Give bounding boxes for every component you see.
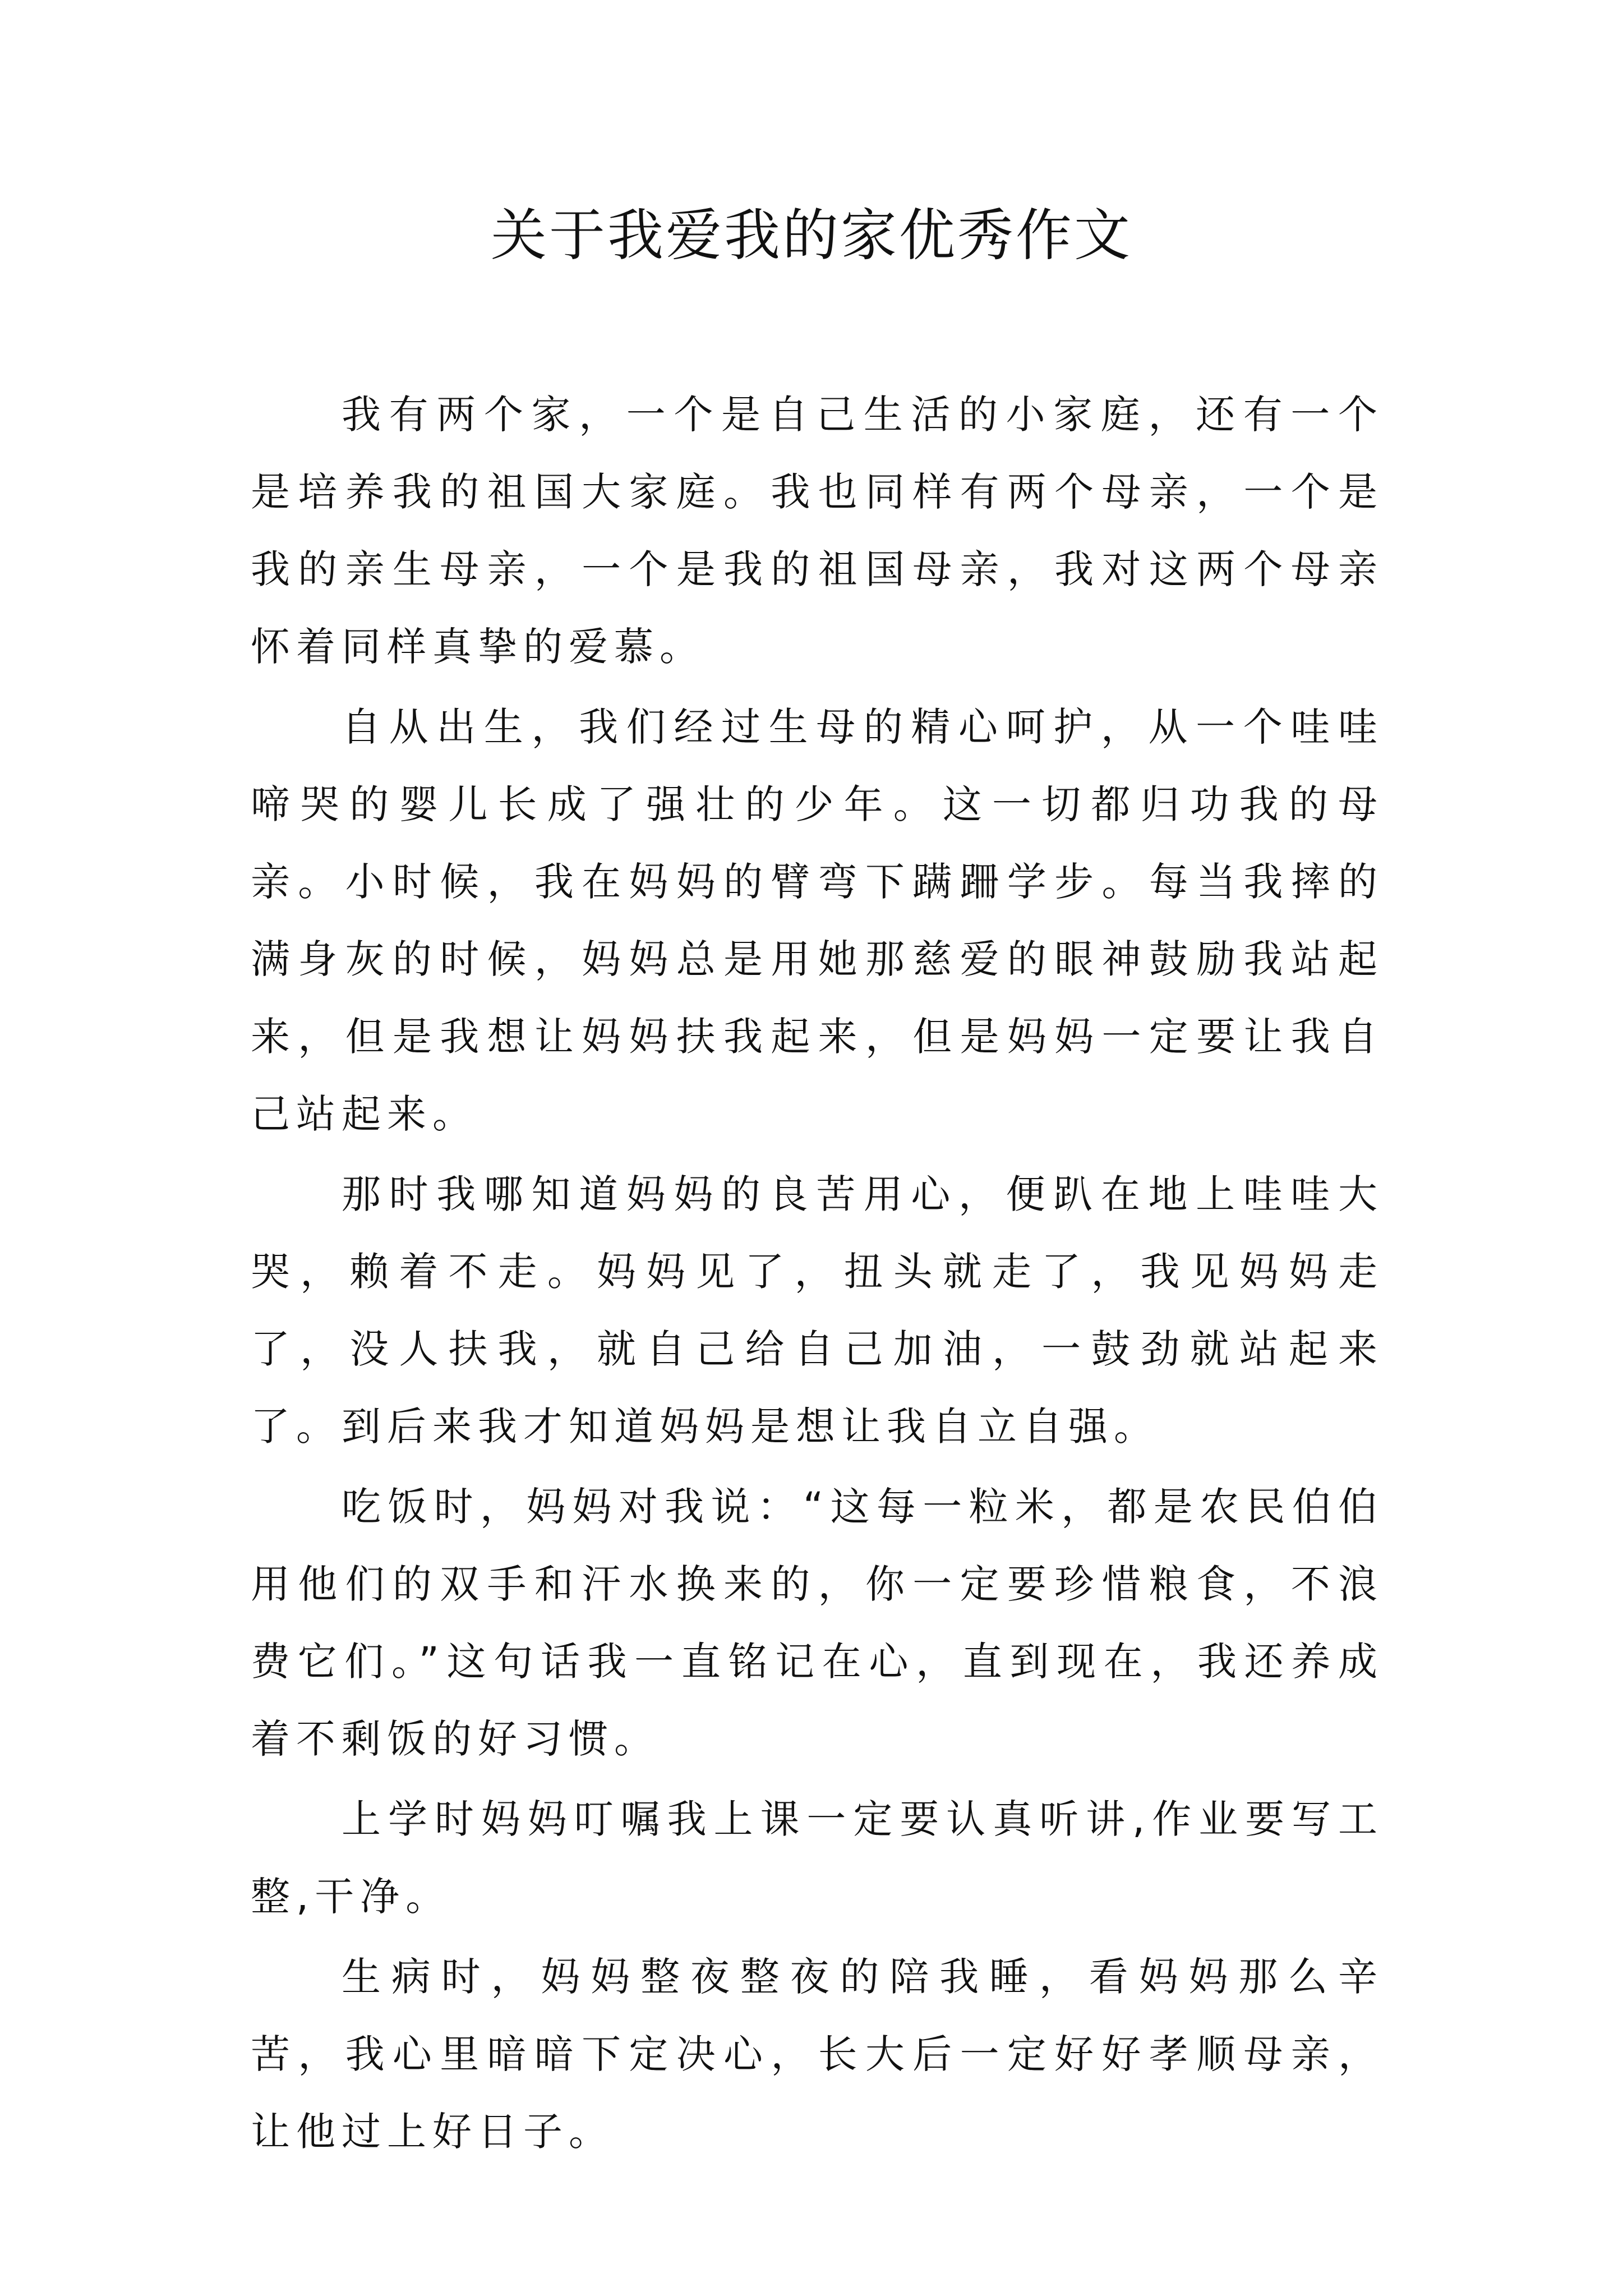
- paragraph: 上学时妈妈叮嘱我上课一定要认真听讲,作业要写工整,干净。: [251, 1796, 1384, 1920]
- paragraph: 我有两个家，一个是自己生活的小家庭，还有一个是培养我的祖国大家庭。我也同样有两个母亲，一个是我的亲生母亲，一个是我的祖国母亲，我对这两个母亲怀着同样真挚的爱慕。: [251, 392, 1384, 670]
- paragraph: 自从出生，我们经过生母的精心呵护，从一个哇哇啼哭的婴儿长成了强壮的少年。这一切都归功我的母亲。小时候，我在妈妈的臂弯下蹒跚学步。每当我摔的满身灰的时候，妈妈总是用她那慈爱的眼神鼓励我站起来，但是我想让妈妈扶我起来，但是妈妈一定要让我自己站起来。: [251, 704, 1384, 1137]
- paragraph: 吃饭时，妈妈对我说：“这每一粒米，都是农民伯伯用他们的双手和汗水换来的，你一定要珍惜粮食，不浪费它们。”这句话我一直铭记在心，直到现在，我还养成着不剩饭的好习惯。: [251, 1484, 1384, 1762]
- document-body: [251, 376, 1384, 2173]
- paragraph: 生病时，妈妈整夜整夜的陪我睡，看妈妈那么辛苦，我心里暗暗下定决心，长大后一定好好孝顺母亲，让他过上好日子。: [251, 1954, 1384, 2155]
- document-title: 关于我爱我的家优秀作文: [491, 203, 1132, 268]
- paragraph: 那时我哪知道妈妈的良苦用心，便趴在地上哇哇大哭，赖着不走。妈妈见了，扭头就走了，我见妈妈走了，没人扶我，就自己给自己加油，一鼓劲就站起来了。到后来我才知道妈妈是想让我自立自强。: [251, 1171, 1384, 1450]
